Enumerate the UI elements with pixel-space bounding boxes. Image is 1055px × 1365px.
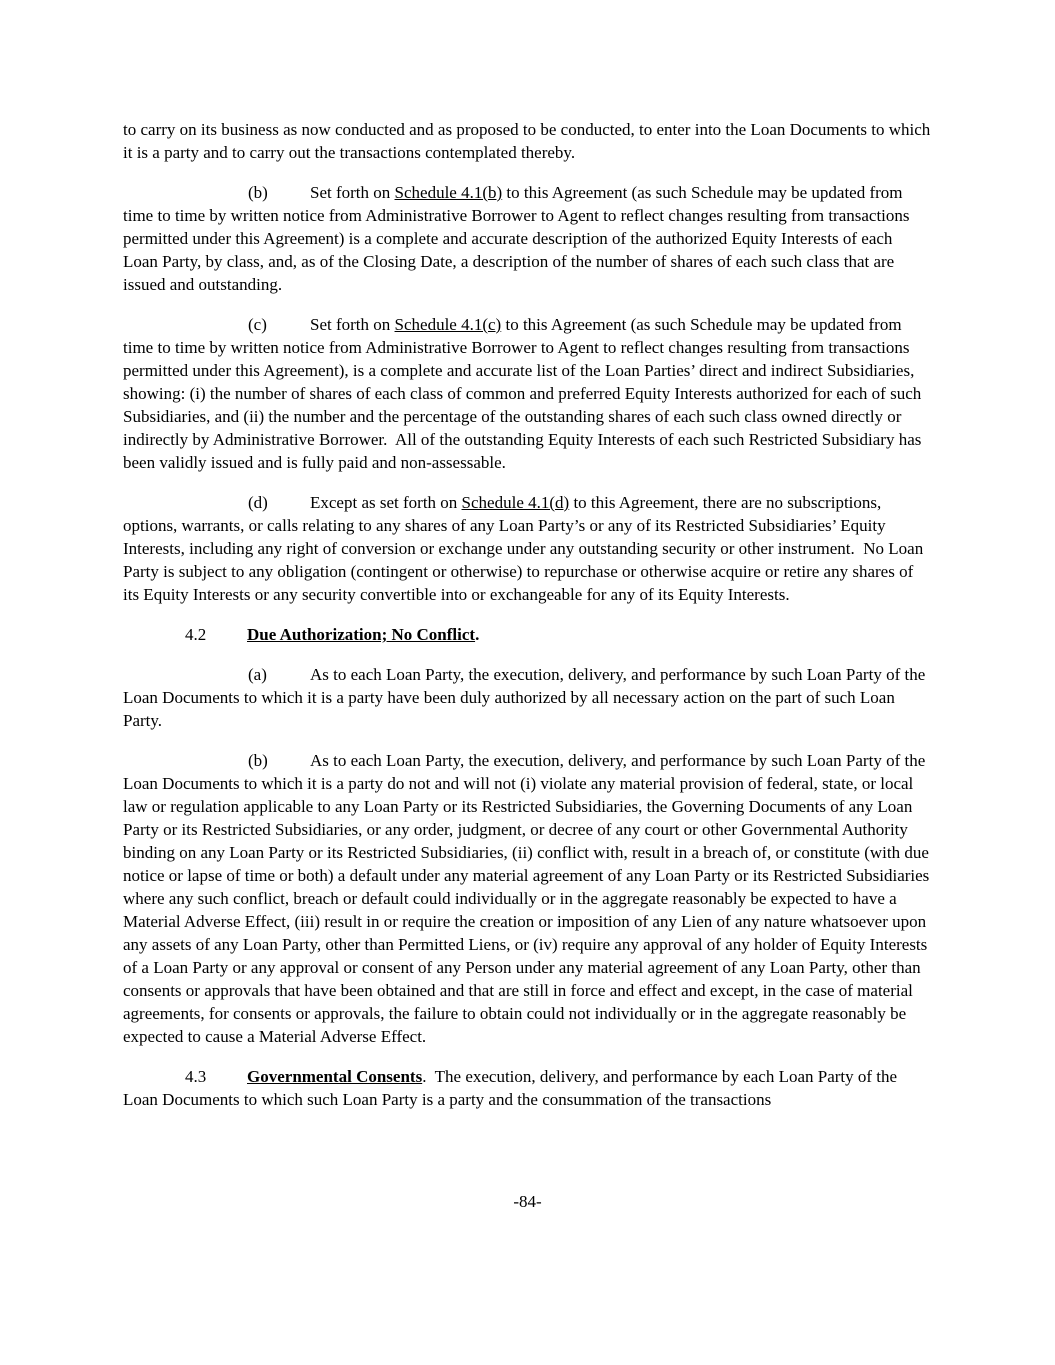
text-run: to this Agreement (as such Schedule may be updated from time to time by written notice from Administrative Borrower to Agent to reflect changes resulting from transactions permitted under this Agreement), is a complete and accurate list of the Loan Parties’ direct and indirect Subsidiaries, showing: (i) the number of shares of each class of common and preferred Equity Interests authorized for each of such Subsidiaries, and (ii) the number and the percentage of the outstanding shares of each such class owned directly or indirectly by Administrative Borrower. All of the outstanding Equity Interests of each such Restricted Subsidiary has been validly issued and is fully paid and non-assessable. <box>123 315 926 472</box>
text-run: As to each Loan Party, the execution, delivery, and performance by such Loan Party of the Loan Documents to which it is a party have been duly authorized by all necessary action on the part of such Loan Party. <box>123 665 930 730</box>
text-run: to this Agreement, there are no subscriptions, options, warrants, or calls relating to any shares of any Loan Party’s or any of its Restricted Subsidiaries’ Equity Interests, including any right of conversion or exchange under any outstanding security or other instrument. No Loan Party is subject to any obligation (contingent or otherwise) to repurchase or otherwise acquire or retire any shares of its Equity Interests or any security convertible into or exchangeable for any of its Equity Interests. <box>123 493 928 604</box>
section-paragraph <box>123 1065 931 1111</box>
section-heading-text: Governmental Consents <box>247 1067 423 1086</box>
paragraph <box>123 118 935 164</box>
text-run: to this Agreement (as such Schedule may be updated from time to time by written notice from Administrative Borrower to Agent to reflect changes resulting from transactions permitted under this Agreement) is a complete and accurate description of the authorized Equity Interests of each Loan Party, by class, and, as of the Closing Date, a description of the number of shares of each such class that are issued and outstanding. <box>123 183 914 294</box>
text-run: Except as set forth on <box>310 493 462 512</box>
paragraph-label: (b) <box>248 183 268 202</box>
text-run: As to each Loan Party, the execution, delivery, and performance by such Loan Party of the Loan Documents to which it is a party do not and will not (i) violate any material provision of federal, state, or local law or regulation applicable to any Loan Party or its Restricted Subsidiaries, the Governing Documents of any Loan Party or its Restricted Subsidiaries, or any order, judgment, or decree of any court or other Governmental Authority binding on any Loan Party or its Restricted Subsidiaries, (ii) conflict with, result in a breach of, or constitute (with due notice or lapse of time or both) a default under any material agreement of any Loan Party or its Restricted Subsidiaries where any such conflict, breach or default could individually or in the aggregate reasonably be expected to have a Material Adverse Effect, (iii) result in or require the creation or imposition of any Lien of any nature whatsoever upon any assets of any Loan Party, other than Permitted Liens, or (iv) require any approval of any holder of Equity Interests of a Loan Party or any approval or consent of any Person under any material agreement of any Loan Party, other than consents or approvals that have been obtained and that are still in force and effect and except, in the case of material agreements, for consents or approvals, the failure to obtain could not individually or in the aggregate reasonably be expected to cause a Material Adverse Effect. <box>123 751 934 1046</box>
section-number: 4.3 <box>185 1067 207 1086</box>
section-number: 4.2 <box>185 625 207 644</box>
paragraph-label: (a) <box>248 665 267 684</box>
text-run: . The execution, delivery, and performance by each Loan Party of the Loan Documents to which such Loan Party is a party and the consummation of the transactions <box>123 1067 902 1109</box>
schedule-reference: Schedule 4.1(b) <box>394 183 503 202</box>
text-run: Set forth on <box>310 315 395 334</box>
schedule-reference: Schedule 4.1(d) <box>461 493 570 512</box>
paragraph <box>123 313 931 474</box>
schedule-reference: Schedule 4.1(c) <box>394 315 502 334</box>
text-run: Set forth on <box>310 183 395 202</box>
page-number: -84- <box>513 1192 542 1211</box>
section-paragraph <box>123 623 931 646</box>
paragraph <box>123 491 931 606</box>
section-heading-text: Due Authorization; No Conflict <box>247 625 476 644</box>
paragraph <box>123 181 931 296</box>
paragraph <box>123 663 931 732</box>
paragraph-label: (b) <box>248 751 268 770</box>
paragraph <box>123 749 934 1048</box>
paragraph-label: (d) <box>248 493 268 512</box>
document-body <box>123 118 935 1128</box>
text-run: . <box>475 625 480 644</box>
text-run: to carry on its business as now conducted and as proposed to be conducted, to enter into the Loan Documents to which it is a party and to carry out the transactions contemplated thereby. <box>123 120 935 162</box>
paragraph-label: (c) <box>248 315 267 334</box>
